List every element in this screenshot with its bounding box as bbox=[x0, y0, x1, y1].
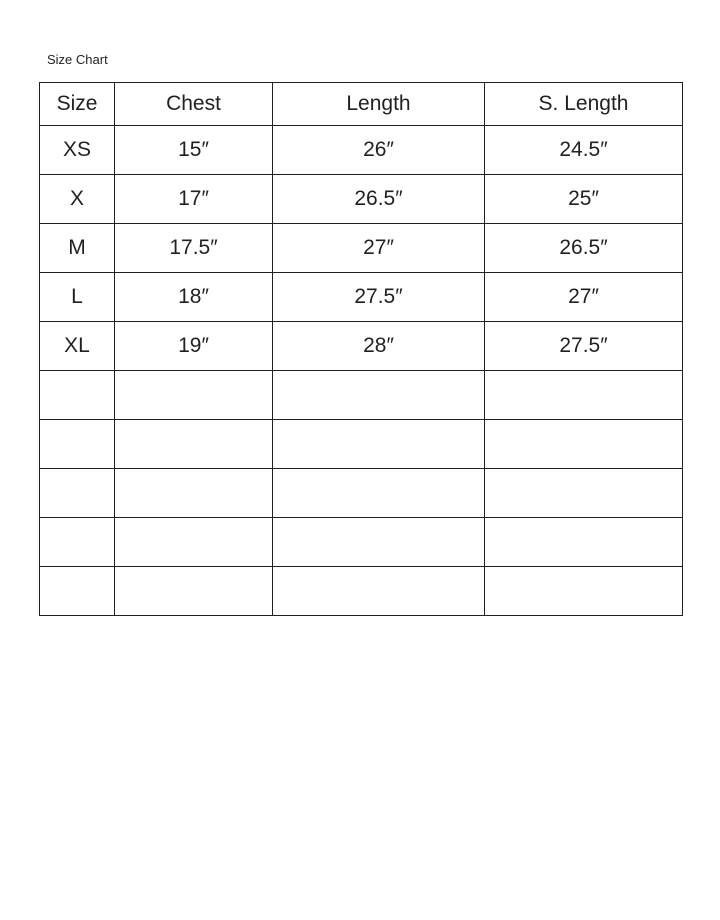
cell-length: 27.5″ bbox=[273, 273, 485, 322]
cell-s-length bbox=[485, 420, 683, 469]
cell-s-length bbox=[485, 469, 683, 518]
cell-size: XS bbox=[40, 126, 115, 175]
cell-chest: 18″ bbox=[115, 273, 273, 322]
cell-size: X bbox=[40, 175, 115, 224]
header-s-length: S. Length bbox=[485, 83, 683, 126]
cell-length: 26.5″ bbox=[273, 175, 485, 224]
cell-chest bbox=[115, 469, 273, 518]
cell-chest bbox=[115, 420, 273, 469]
cell-length bbox=[273, 420, 485, 469]
cell-chest bbox=[115, 518, 273, 567]
cell-size: L bbox=[40, 273, 115, 322]
cell-length bbox=[273, 371, 485, 420]
cell-size bbox=[40, 518, 115, 567]
table-header bbox=[40, 83, 683, 126]
table-row-empty bbox=[40, 518, 683, 567]
header-chest: Chest bbox=[115, 83, 273, 126]
cell-s-length: 24.5″ bbox=[485, 126, 683, 175]
cell-length bbox=[273, 469, 485, 518]
cell-size bbox=[40, 567, 115, 616]
cell-length: 28″ bbox=[273, 322, 485, 371]
cell-length bbox=[273, 567, 485, 616]
cell-chest: 17.5″ bbox=[115, 224, 273, 273]
table-row-empty bbox=[40, 371, 683, 420]
cell-chest bbox=[115, 371, 273, 420]
cell-chest: 15″ bbox=[115, 126, 273, 175]
cell-s-length: 25″ bbox=[485, 175, 683, 224]
table-row bbox=[40, 224, 683, 273]
header-size: Size bbox=[40, 83, 115, 126]
table-row-empty bbox=[40, 420, 683, 469]
table-body bbox=[40, 126, 683, 616]
size-chart-table bbox=[39, 82, 683, 616]
table-row bbox=[40, 322, 683, 371]
header-row bbox=[40, 83, 683, 126]
cell-length: 26″ bbox=[273, 126, 485, 175]
cell-size: XL bbox=[40, 322, 115, 371]
page-title: Size Chart bbox=[47, 52, 108, 67]
table-row-empty bbox=[40, 469, 683, 518]
cell-size: M bbox=[40, 224, 115, 273]
table-row bbox=[40, 273, 683, 322]
table-row-empty bbox=[40, 567, 683, 616]
cell-size bbox=[40, 469, 115, 518]
cell-s-length bbox=[485, 567, 683, 616]
cell-size bbox=[40, 371, 115, 420]
cell-length bbox=[273, 518, 485, 567]
cell-chest bbox=[115, 567, 273, 616]
cell-size bbox=[40, 420, 115, 469]
table-row bbox=[40, 175, 683, 224]
cell-length: 27″ bbox=[273, 224, 485, 273]
cell-chest: 19″ bbox=[115, 322, 273, 371]
cell-s-length: 27.5″ bbox=[485, 322, 683, 371]
cell-s-length: 27″ bbox=[485, 273, 683, 322]
table-row bbox=[40, 126, 683, 175]
cell-chest: 17″ bbox=[115, 175, 273, 224]
cell-s-length bbox=[485, 518, 683, 567]
cell-s-length: 26.5″ bbox=[485, 224, 683, 273]
header-length: Length bbox=[273, 83, 485, 126]
cell-s-length bbox=[485, 371, 683, 420]
